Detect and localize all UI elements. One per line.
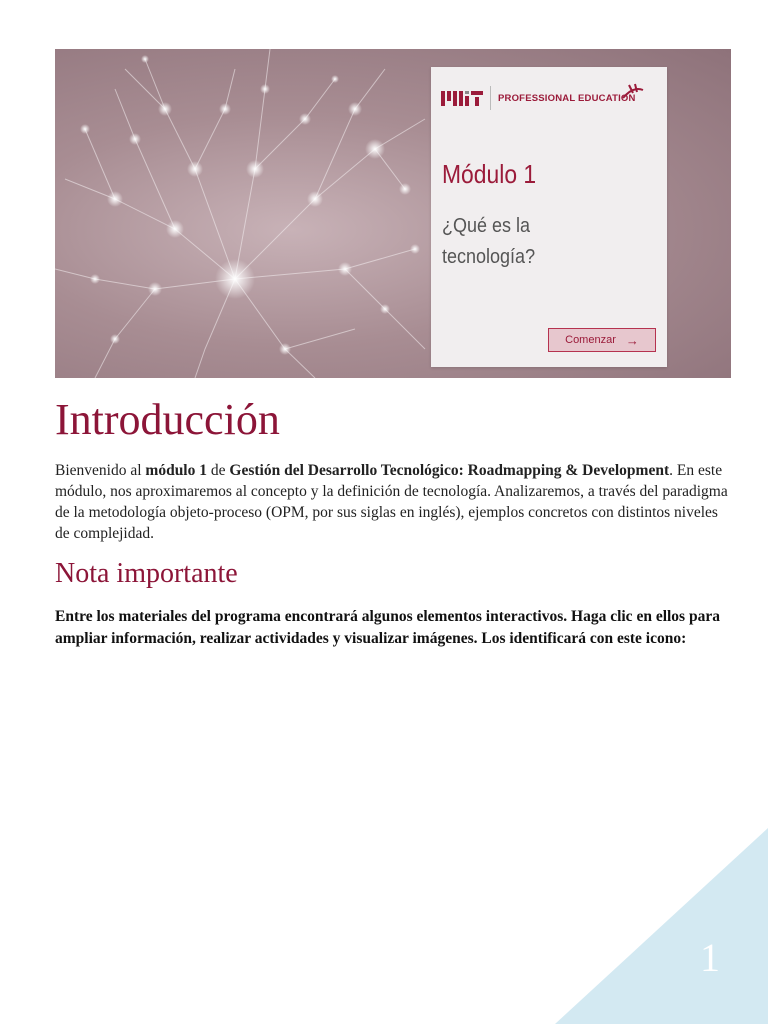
note-text: Entre los materiales del programa encontrará algunos elementos interactivos. Haga clic en ellos para ampliar información, realizar actividades y visualizar imágenes. Los identificará con este icono: — [55, 608, 720, 647]
corner-triangle-decoration — [555, 828, 768, 1024]
module-subtitle: ¿Qué es la tecnología? — [442, 215, 536, 268]
module-number-text: módulo 1 — [145, 462, 207, 479]
start-button-label: Comenzar — [565, 334, 616, 346]
mit-logo — [441, 88, 487, 108]
logo-divider — [490, 86, 491, 110]
module-banner — [55, 49, 731, 378]
module-title: Módulo 1 — [442, 159, 537, 189]
note-heading: Nota importante — [55, 558, 238, 589]
course-name-text: Gestión del Desarrollo Tecnológico: Roadmapping & Development — [229, 462, 670, 479]
arrow-right-icon: → — [625, 332, 639, 348]
start-button[interactable] — [548, 328, 656, 352]
intro-paragraph — [55, 460, 735, 544]
module-card — [431, 67, 667, 367]
intro-text-start: Bienvenido al — [55, 462, 146, 479]
page-number: 1 — [700, 935, 720, 980]
brand-arrow-icon — [621, 82, 645, 102]
intro-text-end: . En este módulo, nos aproximaremos al concepto y la definición de tecnología. Analizaremos, a través del paradigma de la metodología objeto-proceso (OPM, por sus siglas en inglés), ejemplos concretos con distintos niveles de complejidad. — [55, 462, 728, 542]
intro-text-mid: de — [207, 462, 230, 479]
professional-education-label: PROFESSIONAL EDUCATION — [498, 93, 636, 104]
intro-heading: Introducción — [55, 395, 280, 444]
